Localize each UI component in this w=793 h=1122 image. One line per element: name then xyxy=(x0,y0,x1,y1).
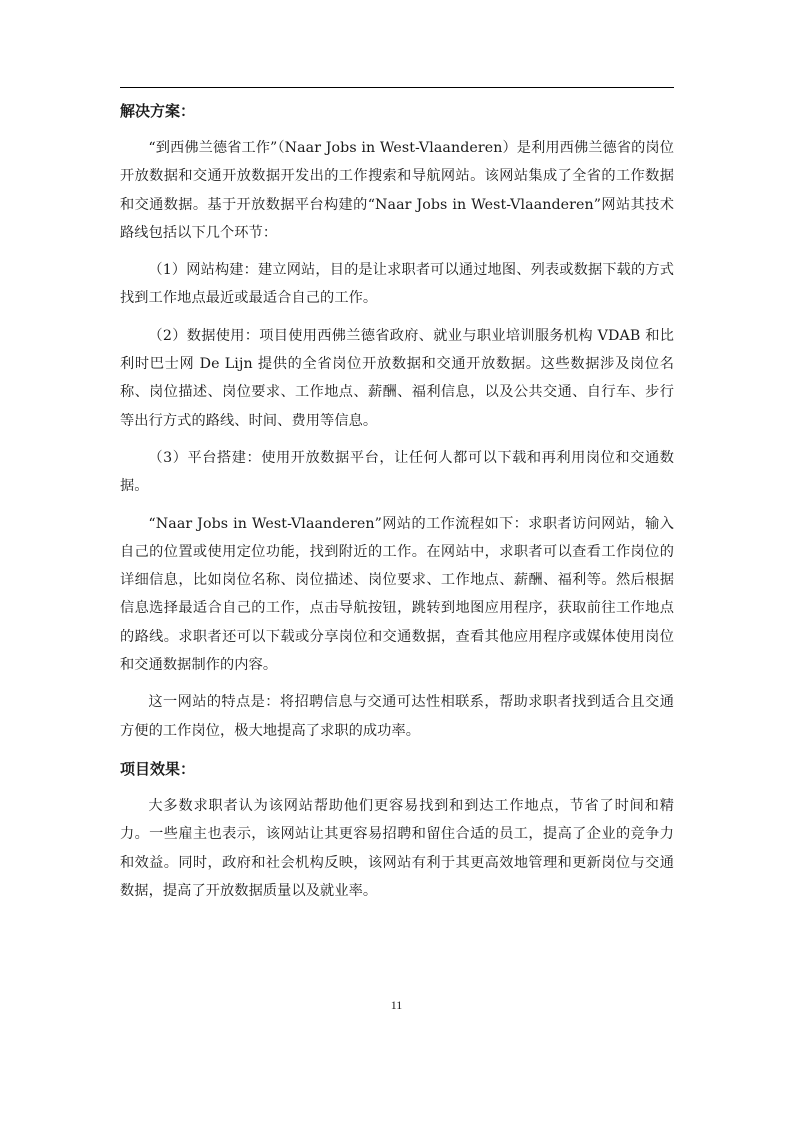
paragraph-step-3: （3）平台搭建：使用开放数据平台，让任何人都可以下载和再利用岗位和交通数据。 xyxy=(120,449,674,495)
page-content xyxy=(120,96,674,914)
page-number: 11 xyxy=(390,998,403,1012)
paragraph-features: 这一网站的特点是：将招聘信息与交通可达性相联系，帮助求职者找到适合且交通方便的工作岗位，极大地提高了求职的成功率。 xyxy=(120,694,674,739)
section-heading-solution: 解决方案： xyxy=(120,102,196,120)
section-heading-effects: 项目效果： xyxy=(120,759,196,778)
paragraph-step-1: （1）网站构建：建立网站，目的是让求职者可以通过地图、列表或数据下载的方式找到工作地点最近或最适合自己的工作。 xyxy=(120,262,674,307)
paragraph-step-2: （2）数据使用：项目使用西佛兰德省政府、就业与职业培训服务机构 VDAB 和比利时巴士网 De Lijn 提供的全省岗位开放数据和交通开放数据。这些数据涉及岗位名称、岗位描述、岗位要求、工作地点、薪酬、福利信息，以及公共交通、自行车、步行等出行方式的路线、时间、费用等信息。 xyxy=(120,327,674,429)
header-rule xyxy=(120,87,674,88)
paragraph-effects: 大多数求职者认为该网站帮助他们更容易找到和到达工作地点，节省了时间和精力。一些雇主也表示，该网站让其更容易招聘和留住合适的员工，提高了企业的竞争力和效益。同时，政府和社会机构反映，该网站有利于其更高效地管理和更新岗位与交通数据，提高了开放数据质量以及就业率。 xyxy=(120,797,674,899)
paragraph-intro: “到西佛兰德省工作”（Naar Jobs in West-Vlaanderen）是利用西佛兰德省的岗位开放数据和交通开放数据开发出的工作搜索和导航网站。该网站集成了全省的工作数据和交通数据。基于开放数据平台构建的“Naar Jobs in West-Vlaanderen”网站其技术路线包括以下几个环节： xyxy=(120,140,674,241)
paragraph-workflow: “Naar Jobs in West-Vlaanderen”网站的工作流程如下：求职者访问网站，输入自己的位置或使用定位功能，找到附近的工作。在网站中，求职者可以查看工作岗位的详细信息，比如岗位名称、岗位描述、岗位要求、工作地点、薪酬、福利等。然后根据信息选择最适合自己的工作，点击导航按钮，跳转到地图应用程序，获取前往工作地点的路线。求职者还可以下载或分享岗位和交通数据，查看其他应用程序或媒体使用岗位和交通数据制作的内容。 xyxy=(120,515,674,674)
